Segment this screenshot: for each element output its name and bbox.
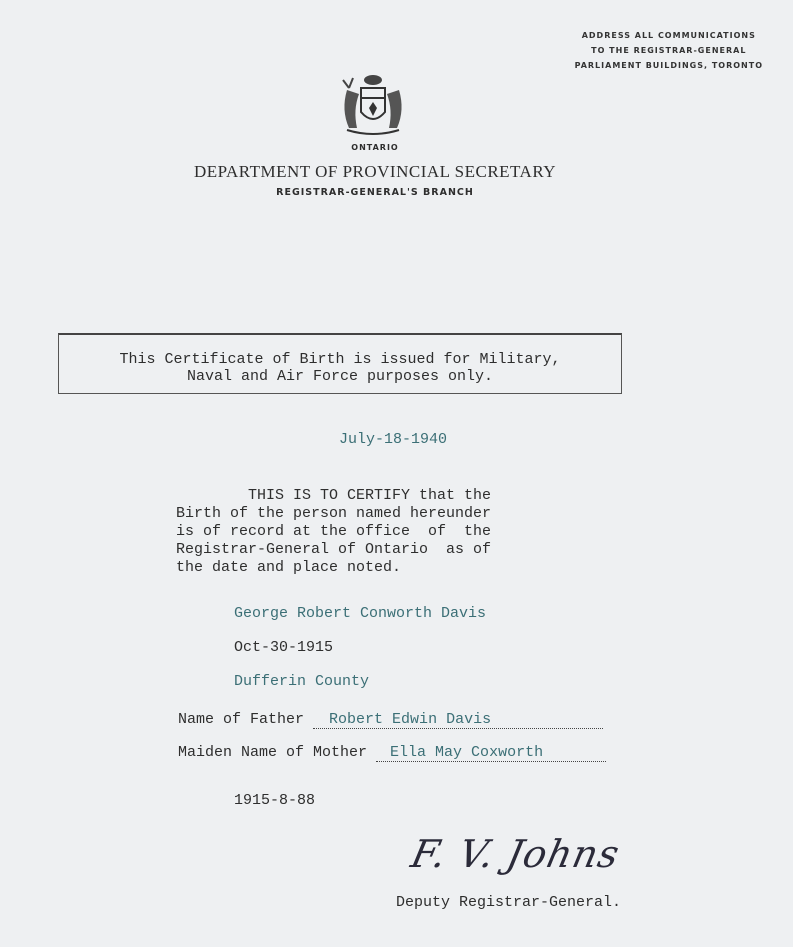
mother-name: Ella May Coxworth bbox=[376, 744, 606, 762]
address-line: TO THE REGISTRAR-GENERAL bbox=[591, 46, 747, 55]
father-row bbox=[178, 711, 603, 729]
father-name: Robert Edwin Davis bbox=[313, 711, 603, 729]
father-label: Name of Father bbox=[178, 711, 305, 728]
issue-date: July-18-1940 bbox=[339, 431, 448, 448]
certification-text: THIS IS TO CERTIFY that the Birth of the person named hereunder is of record at the office of the Registrar-General of Ontario as of the date and place noted. bbox=[176, 487, 492, 576]
department-title: DEPARTMENT OF PROVINCIAL SECRETARY bbox=[193, 162, 557, 181]
address-line: ADDRESS ALL COMMUNICATIONS bbox=[581, 31, 756, 40]
branch-title: REGISTRAR-GENERAL'S BRANCH bbox=[276, 187, 474, 198]
person-name: George Robert Conworth Davis bbox=[234, 605, 487, 622]
birth-date: Oct-30-1915 bbox=[234, 639, 334, 656]
notice-line: Naval and Air Force purposes only. bbox=[186, 368, 494, 385]
mother-label: Maiden Name of Mother bbox=[178, 744, 368, 761]
mailing-address bbox=[575, 28, 763, 73]
ontario-coat-of-arms-icon bbox=[333, 70, 413, 140]
purpose-notice-box bbox=[58, 333, 622, 394]
signatory-title: Deputy Registrar-General. bbox=[396, 894, 622, 911]
birth-place: Dufferin County bbox=[234, 673, 370, 690]
handwritten-signature: F. V. Johns bbox=[407, 832, 624, 876]
mother-row bbox=[178, 744, 606, 762]
registration-number: 1915-8-88 bbox=[234, 792, 316, 809]
notice-line: This Certificate of Birth is issued for Military, bbox=[119, 351, 561, 368]
province-label: ONTARIO bbox=[351, 143, 399, 152]
address-line: PARLIAMENT BUILDINGS, TORONTO bbox=[574, 61, 763, 70]
